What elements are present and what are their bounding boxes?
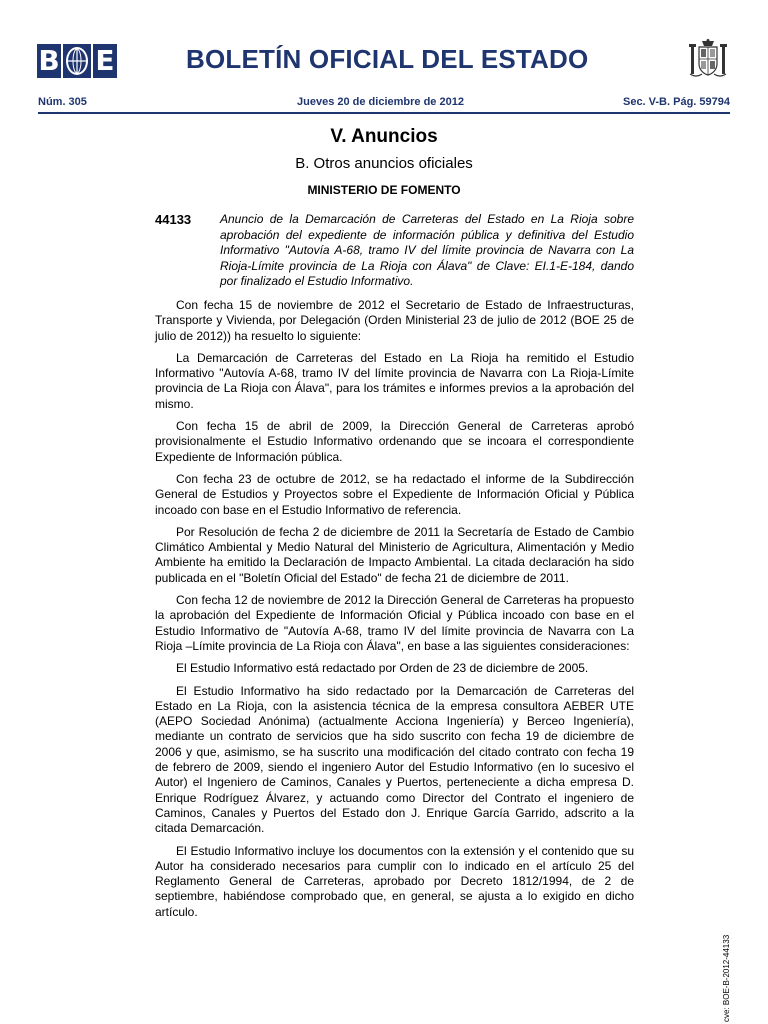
- coat-of-arms-icon: [688, 38, 728, 80]
- cve-identifier: cve: BOE-B-2012-44133: [722, 934, 731, 1022]
- paragraph: El Estudio Informativo ha sido redactado por la Demarcación de Carreteras del Estado en La Rioja, con la asistencia técnica de la empresa consultora AEBER UTE (AEPO Sociedad Anónima) (actualmente Acciona Ingeniería) y Berceo Ingeniería), mediante un contrato de servicios que ha sido suscrito con fecha 19 de diciembre de 2006 y que, asimismo, se ha suscrito una modificación del citado contrato con fecha 19 de febrero de 2009, siendo el ingeniero Autor del Estudio Informativo (en lo sucesivo el Autor) el Ingeniero de Caminos, Canales y Puertos, perteneciente a dicha empresa D. Enrique Rodríguez Álvarez, y actuando como Director del Contrato el ingeniero de Caminos, Canales y Puertos del Estado don J. Enrique García Garrido, adscrito a la citada Demarcación.: [155, 683, 634, 836]
- gazette-title: BOLETÍN OFICIAL DEL ESTADO: [186, 44, 589, 74]
- paragraph: La Demarcación de Carreteras del Estado en La Rioja ha remitido el Estudio Informativo "Autovía A-68, tramo IV del límite provincia de Navarra con La Rioja-Límite provincia de La Rioja con Álava", para los trámites e informes previos a la aprobación del mismo.: [155, 350, 634, 411]
- paragraph: Con fecha 15 de noviembre de 2012 el Secretario de Estado de Infraestructuras, Transporte y Vivienda, por Delegación (Orden Ministerial 23 de julio de 2012 (BOE 25 de julio de 2012)) ha resuelto lo siguiente:: [155, 298, 634, 343]
- boe-logo: [37, 44, 117, 80]
- section-heading: V. Anuncios: [330, 126, 438, 147]
- ministry-heading: MINISTERIO DE FOMENTO: [307, 183, 461, 197]
- issue-date: Jueves 20 de diciembre de 2012: [297, 96, 464, 108]
- section-page: Sec. V-B. Pág. 59794: [622, 96, 730, 108]
- paragraph: Con fecha 23 de octubre de 2012, se ha redactado el informe de la Subdirección General de Estudios y Proyectos sobre el Expediente de Información Oficial y Pública incoado con base en el Estudio Informativo de referencia.: [155, 471, 634, 517]
- paragraph: El Estudio Informativo incluye los documentos con la extensión y el contenido que su Autor ha considerado necesarios para cumplir con lo indicado en el artículo 25 del Reglamento General de Carreteras, aprobado por Decreto 1812/1994, de 2 de septiembre, habiéndose comprobado que, en general, se ajusta a lo exigido en dicho artículo.: [155, 843, 634, 919]
- logo-letter-e: E: [93, 44, 117, 78]
- paragraph: El Estudio Informativo está redactado por Orden de 23 de diciembre de 2005.: [176, 661, 589, 676]
- announcement-title: Anuncio de la Demarcación de Carreteras del Estado en La Rioja sobre aprobación del expediente de información pública y definitiva del Estudio Informativo "Autovía A-68, tramo IV del límite provincia de Navarra con La Rioja-Límite provincia de La Rioja con Álava" de Clave: EI.1-E-184, dando por finalizado el Estudio Informativo.: [220, 212, 634, 289]
- issue-number: Núm. 305: [38, 96, 87, 108]
- section-subheading: B. Otros anuncios oficiales: [295, 155, 473, 172]
- announcement-number: 44133: [155, 212, 192, 227]
- header-divider: [38, 112, 730, 114]
- logo-globe-icon: [63, 44, 91, 78]
- paragraph: Con fecha 15 de abril de 2009, la Dirección General de Carreteras aprobó provisionalmente el Estudio Informativo ordenando que se incoara el correspondiente Expediente de Información pública.: [155, 419, 634, 464]
- paragraph: Con fecha 12 de noviembre de 2012 la Dirección General de Carreteras ha propuesto la aprobación del Expediente de Información Oficial y Pública incoado con base en el Estudio Informativo de "Autovía A-68, tramo IV del límite provincia de Navarra con La Rioja –Límite provincia de La Rioja con Álava", en base a las siguientes consideraciones:: [155, 593, 634, 653]
- paragraph: Por Resolución de fecha 2 de diciembre de 2011 la Secretaría de Estado de Cambio Climático Ambiental y Medio Natural del Ministerio de Agricultura, Alimentación y Medio Ambiente ha emitido la Declaración de Impacto Ambiental. La citada declaración ha sido publicada en el "Boletín Oficial del Estado" de fecha 21 de diciembre de 2011.: [155, 524, 634, 585]
- logo-letter-b: B: [38, 44, 60, 77]
- announcement-body: [155, 298, 634, 927]
